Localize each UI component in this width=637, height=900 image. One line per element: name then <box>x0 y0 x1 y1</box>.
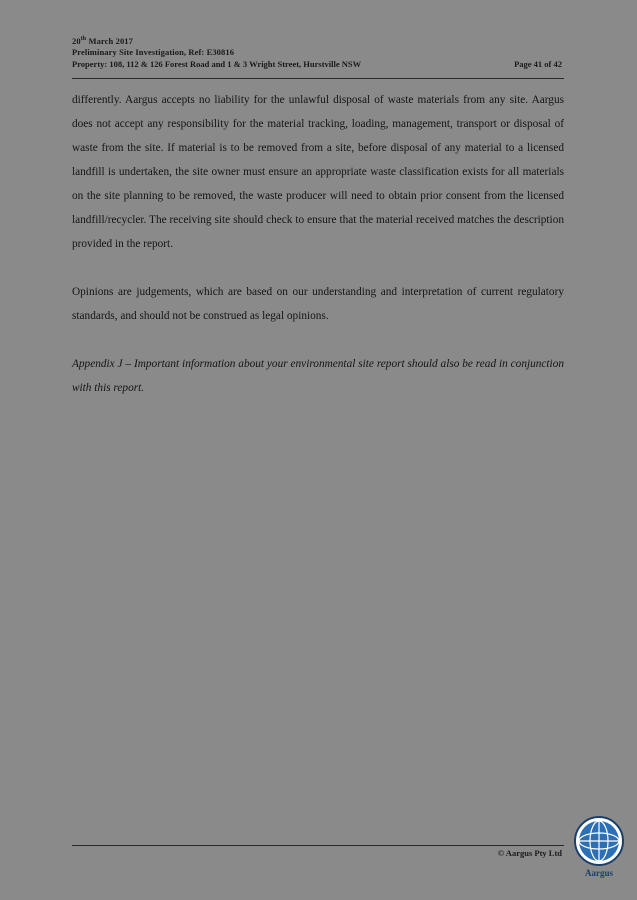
aargus-logo-text: Aargus <box>584 868 614 878</box>
header-date <box>72 34 564 47</box>
header-date-superscript: th <box>80 36 87 42</box>
header-date-day: 20 <box>72 35 81 46</box>
header-page-number: Page 41 of 42 <box>514 58 562 69</box>
header-divider <box>72 78 564 79</box>
footer-divider <box>72 845 564 846</box>
body-paragraph-2: Opinions are judgements, which are based on our understanding and interpretation of current regulatory standards, and should not be construed as legal opinions. <box>72 286 564 322</box>
header-property-row <box>72 59 564 71</box>
header-report-reference: Preliminary Site Investigation, Ref: E30816 <box>72 47 235 58</box>
page-header <box>72 34 564 70</box>
document-body <box>72 88 564 400</box>
header-date-rest: March 2017 <box>86 35 133 46</box>
footer-copyright: © Aargus Pty Ltd <box>497 848 562 858</box>
body-paragraph-3: Appendix J – Important information about your environmental site report should also be read in conjunction with this report. <box>72 358 564 394</box>
header-property-address: Property: 108, 112 & 126 Forest Road and 1 & 3 Wright Street, Hurstville NSW <box>72 58 362 69</box>
aargus-logo-icon <box>573 815 625 881</box>
aargus-logo <box>573 815 625 881</box>
body-paragraph-1: differently. Aargus accepts no liability for the unlawful disposal of waste materials from any site. Aargus does not accept any responsibility for the material tracking, loading, management, transport or disposal of waste from the site. If material is to be removed from a site, before disposal of any material to a licensed landfill is undertaken, the site owner must ensure an appropriate waste classification exists for all materials on the site planning to be removed, the waste producer will need to obtain prior consent from the licensed landfill/recycler. The receiving site should check to ensure that the material received matches the description provided in the report. <box>72 94 564 250</box>
